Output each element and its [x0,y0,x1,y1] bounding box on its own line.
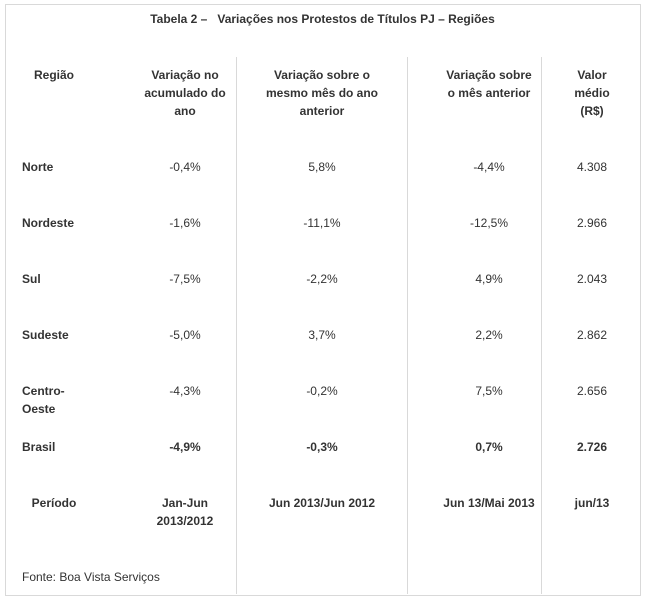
header-variacao-mesmo-mes: Variação sobre o mesmo mês do ano anterior [265,68,379,118]
table-title: Tabela 2 – Variações nos Protestos de Títulos PJ – Regiões [150,12,495,26]
cell-mesmo-mes: 5,8% [308,160,336,174]
row-region: Sul [22,272,41,286]
header-variacao-mes-anterior: Variação sobre o mês anterior [446,68,532,100]
cell-mes-anterior: 2,2% [475,328,503,342]
cell-valor-medio: 2.862 [576,328,608,342]
cell-mes-anterior: -4,4% [473,160,505,174]
row-region: Brasil [22,440,56,454]
cell-mes-anterior: -12,5% [469,216,509,230]
cell-mesmo-mes: 3,7% [308,328,336,342]
cell-acumulado: -5,0% [169,328,201,342]
row-region: Norte [22,160,54,174]
cell-acumulado: -0,4% [169,160,201,174]
cell-acumulado: -1,6% [169,216,201,230]
cell-mes-anterior: 7,5% [475,384,503,398]
cell-mesmo-mes: -0,3% [306,440,338,454]
header-valor-medio: Valor médio (R$) [574,68,610,118]
row-region: Centro- Oeste [22,384,65,416]
cell-valor-medio: 2.726 [576,440,608,454]
cell-valor-medio: 2.043 [576,272,608,286]
cell-acumulado: -4,3% [169,384,201,398]
cell-mesmo-mes: -2,2% [306,272,338,286]
period-label: Período [31,496,77,510]
period-mesmo-mes: Jun 2013/Jun 2012 [268,496,376,510]
cell-mesmo-mes: -0,2% [306,384,338,398]
cell-mes-anterior: 0,7% [475,440,503,454]
cell-valor-medio: 2.966 [576,216,608,230]
cell-mesmo-mes: -11,1% [303,216,341,230]
cell-acumulado: -4,9% [169,440,201,454]
cell-mes-anterior: 4,9% [475,272,503,286]
cell-valor-medio: 4.308 [576,160,608,174]
header-variacao-acumulado: Variação no acumulado do ano [144,68,226,118]
period-valor-medio: jun/13 [574,496,610,510]
row-region: Sudeste [22,328,69,342]
period-mes-anterior: Jun 13/Mai 2013 [443,496,535,510]
header-regiao: Região [33,68,74,82]
cell-acumulado: -7,5% [169,272,201,286]
cell-valor-medio: 2.656 [576,384,608,398]
row-region: Nordeste [22,216,75,230]
period-acumulado: Jan-Jun 2013/2012 [156,496,214,528]
source-note: Fonte: Boa Vista Serviços [22,570,160,584]
